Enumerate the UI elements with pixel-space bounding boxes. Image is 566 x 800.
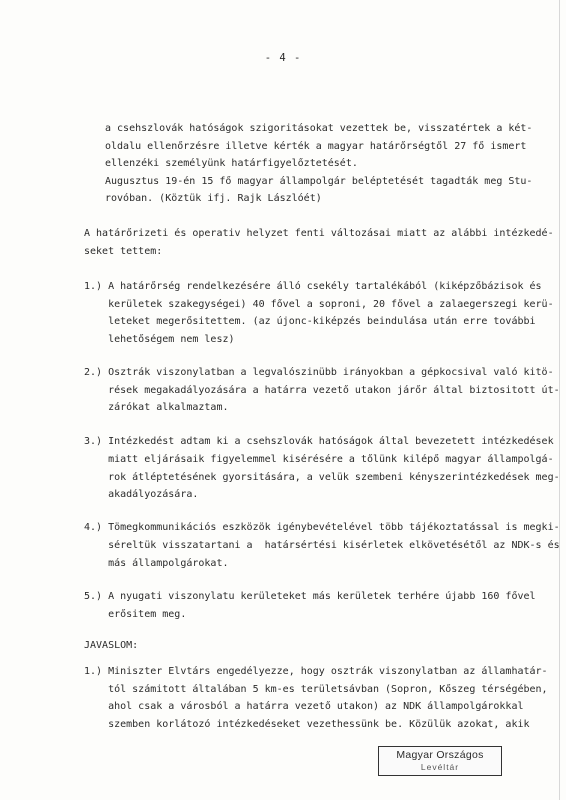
paragraph-line: A határőrizeti és operativ helyzet fenti változásai miatt az alábbi intézkedé- <box>84 228 554 239</box>
page-edge <box>559 0 560 800</box>
list-item-line: zárókat alkalmaztam. <box>84 402 229 413</box>
proposal-heading: JAVASLOM: <box>84 640 139 651</box>
list-item-line: 5.) A nyugati viszonylatu kerületeket más kerületek terhére újabb 160 fővel <box>84 591 536 602</box>
list-item-line: rok átléptetésének gyorsitására, a velük szembeni kényszerintézkedések meg- <box>84 472 560 483</box>
intro-line: Augusztus 19-én 15 fő magyar állampolgár beléptetését tagadták meg Stu- <box>105 176 533 187</box>
proposal-line: szemben korlátozó intézkedéseket vezethessünk be. Közülük azokat, akik <box>84 719 530 730</box>
intro-line: a csehszlovák hatóságok szigoritásokat vezettek be, visszatértek a két- <box>105 123 533 134</box>
list-item-line: leteket megerősitettem. (az újonc-kiképzés beindulása után erre további <box>84 316 536 327</box>
list-item-line: 2.) Osztrák viszonylatban a legvalószinübb irányokban a gépkocsival való kitö- <box>84 367 554 378</box>
stamp-line-1: Magyar Országos <box>396 749 484 761</box>
list-item-line: más állampolgárokat. <box>84 558 229 569</box>
list-item-line: 1.) A határőrség rendelkezésére álló csekély tartalékából (kiképzőbázisok és <box>84 281 542 292</box>
list-item-line: 4.) Tömegkommunikációs eszközök igénybevételével több tájékoztatással is megki- <box>84 522 560 533</box>
archive-stamp <box>378 746 502 776</box>
intro-line: rovóban. (Köztük ifj. Rajk Lászlóét) <box>105 193 322 204</box>
list-item-line: rések megakadályozására a határra vezető utakon járőr által biztositott út- <box>84 385 560 396</box>
proposal-line: 1.) Miniszter Elvtárs engedélyezze, hogy osztrák viszonylatban az államhatár- <box>84 666 548 677</box>
intro-line: ellenzéki személyünk határfigyelőztetését. <box>105 158 358 169</box>
list-item-line: lehetőségem nem lesz) <box>84 334 235 345</box>
list-item-line: 3.) Intézkedést adtam ki a csehszlovák hatóságok által bevezetett intézkedések <box>84 436 554 447</box>
list-item-line: erősitem meg. <box>84 609 187 620</box>
list-item-line: akadályozására. <box>84 489 199 500</box>
list-item-line: kerületek szakegységei) 40 fővel a soproni, 20 fővel a zalaegerszegi kerü- <box>84 299 554 310</box>
intro-line: oldalu ellenőrzésre illetve kérték a magyar határőrségtől 27 fő ismert <box>105 141 527 152</box>
paragraph-line: seket tettem: <box>84 246 163 257</box>
proposal-line: tól számitott általában 5 km-es területsávban (Sopron, Kőszeg térségében, <box>84 684 548 695</box>
page-number: - 4 - <box>264 52 302 64</box>
list-item-line: séreltük visszatartani a határsértési kisérletek elkövetésétől az NDK-s és <box>84 540 560 551</box>
proposal-line: ahol csak a városból a határra vezető utakon) az NDK állampolgárokkal <box>84 701 524 712</box>
list-item-line: miatt eljárásaik figyelemmel kisérésére a tőlünk kilépő magyar állampolgá- <box>84 454 554 465</box>
stamp-line-2: Levéltár <box>420 762 460 772</box>
